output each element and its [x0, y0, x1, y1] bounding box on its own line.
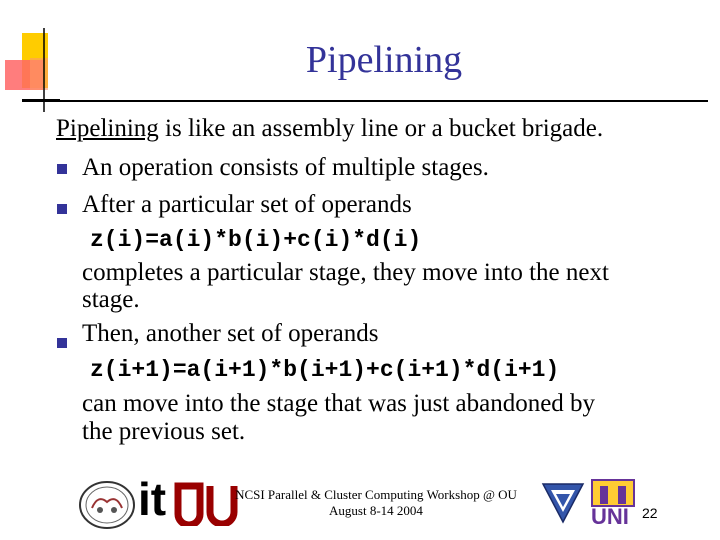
intro-line	[56, 113, 603, 145]
code-expression: z(i)=a(i)*b(i)+c(i)*d(i)	[90, 227, 422, 253]
bullet-continuation: completes a particular stage, they move into the next	[82, 259, 609, 286]
bullet-continuation: stage.	[82, 286, 140, 313]
intro-underlined-term: Pipelining	[56, 115, 159, 142]
bullet-continuation: can move into the stage that was just abandoned by	[82, 390, 596, 417]
bullet-text: An operation consists of multiple stages.	[82, 154, 489, 181]
ncsi-seal-logo	[78, 480, 136, 530]
uni-logo-text: UNI	[591, 504, 629, 529]
bullet-text: Then, another set of operands	[82, 320, 379, 347]
bullet-marker	[57, 338, 67, 348]
it-logo-text: it	[138, 473, 167, 525]
footer-caption	[226, 487, 526, 519]
workshop-dates: August 8-14 2004	[329, 503, 423, 518]
code-expression: z(i+1)=a(i+1)*b(i+1)+c(i+1)*d(i+1)	[90, 357, 560, 383]
title-divider	[22, 100, 708, 102]
bullet-continuation: the previous set.	[82, 418, 246, 445]
intro-text: is like an assembly line or a bucket brigade.	[158, 115, 604, 142]
bullet-text: After a particular set of operands	[82, 191, 412, 218]
bullet-marker	[57, 204, 67, 214]
triangle-logo	[540, 480, 586, 526]
it-logo	[138, 473, 238, 530]
page-number: 22	[642, 505, 658, 521]
workshop-name: NCSI Parallel & Cluster Computing Workshop @ OU	[235, 487, 517, 502]
slide-title: Pipelining	[305, 39, 463, 81]
uni-logo	[590, 478, 636, 528]
bullet-marker	[57, 164, 67, 174]
